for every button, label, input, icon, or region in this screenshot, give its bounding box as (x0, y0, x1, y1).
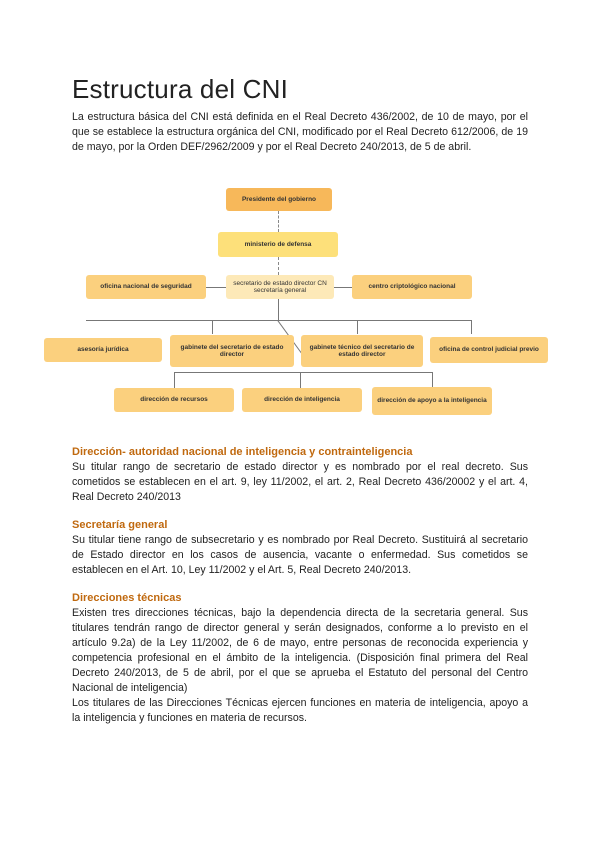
section-body-direcciones-tecnicas (72, 606, 528, 726)
box-gabinete-tecnico: gabinete técnico del secretario de estado director (301, 335, 423, 367)
box-secretario: secretario de estado director CN secretaría general (226, 275, 334, 299)
connector-line (206, 287, 226, 288)
connector-line (212, 320, 213, 334)
connector-line (300, 372, 301, 388)
section-title-direcciones-tecnicas: Direcciones técnicas (72, 592, 182, 604)
box-gabinete-secretario: gabinete del secretario de estado director (170, 335, 294, 367)
connector-line (174, 372, 432, 373)
connector-line (471, 320, 472, 334)
section-title-direccion: Dirección- autoridad nacional de inteligencia y contrainteligencia (72, 446, 413, 458)
section-body-direccion: Su titular rango de secretario de estado director y es nombrado por el real decreto. Sus cometidos se establecen en el art. 9, ley 11/2002, el art. 2, Real Decreto 436/20002 y el art. 4, Real Decreto 240/2013 (72, 461, 528, 503)
connector-line (278, 211, 279, 232)
box-presidente: Presidente del gobierno (226, 188, 332, 211)
box-direccion-recursos: dirección de recursos (114, 388, 234, 412)
box-ministerio: ministerio de defensa (218, 232, 338, 257)
page-title: Estructura del CNI (72, 74, 289, 104)
connector-line (432, 372, 433, 388)
direcciones-paragraph-2: Los titulares de las Direcciones Técnicas ejercen funciones en materia de inteligencia, apoyo a la inteligencia y funciones en materia de recursos. (72, 697, 528, 724)
connector-line (357, 320, 358, 334)
connector-line (174, 372, 175, 389)
connector-line (278, 257, 279, 275)
direcciones-paragraph-1: Existen tres direcciones técnicas, bajo la dependencia directa de la secretaria general. Sus titulares tendrán rango de director general y serán designados, conforme a lo previsto en el artículo 9.2a) de la Ley 11/2002, de 6 de mayo, entre personas de reconocida experiencia y competencia profesional en el ámbito de la inteligencia. (Disposición final primera del Real Decreto 240/2013, de 5 de abril, por el que se aprueba el Estatuto del personal del Centro Nacional de inteligencia) (72, 607, 528, 694)
box-direccion-apoyo: dirección de apoyo a la inteligencia (372, 387, 492, 415)
connector-line (278, 299, 279, 320)
section-body-secretaria: Su titular tiene rango de subsecretario y es nombrado por Real Decreto. Sustituirá al secretario de Estado director en los casos de ausencia, vacante o enfermedad. Sus cometidos se establecen en el Art. 10, Ley 11/2002 y el Art. 5, Real Decreto 240/2013. (72, 534, 528, 576)
box-asesoria: asesoría jurídica (44, 338, 162, 362)
connector-line (334, 287, 352, 288)
box-oficina-seguridad: oficina nacional de seguridad (86, 275, 206, 299)
intro-paragraph: La estructura básica del CNI está definida en el Real Decreto 436/2002, de 10 de mayo, por el que se establece la estructura orgánica del CNI, modificado por el Real Decreto 612/2006, de 19 de mayo, por la Orden DEF/2962/2009 y por el Real Decreto 240/2013, de 5 de abril. (72, 111, 528, 153)
section-title-secretaria: Secretaría general (72, 519, 168, 531)
box-centro-criptologico: centro criptológico nacional (352, 275, 472, 299)
box-direccion-inteligencia: dirección de inteligencia (242, 388, 362, 412)
box-oficina-control: oficina de control judicial previo (430, 337, 548, 363)
org-chart (0, 180, 600, 425)
